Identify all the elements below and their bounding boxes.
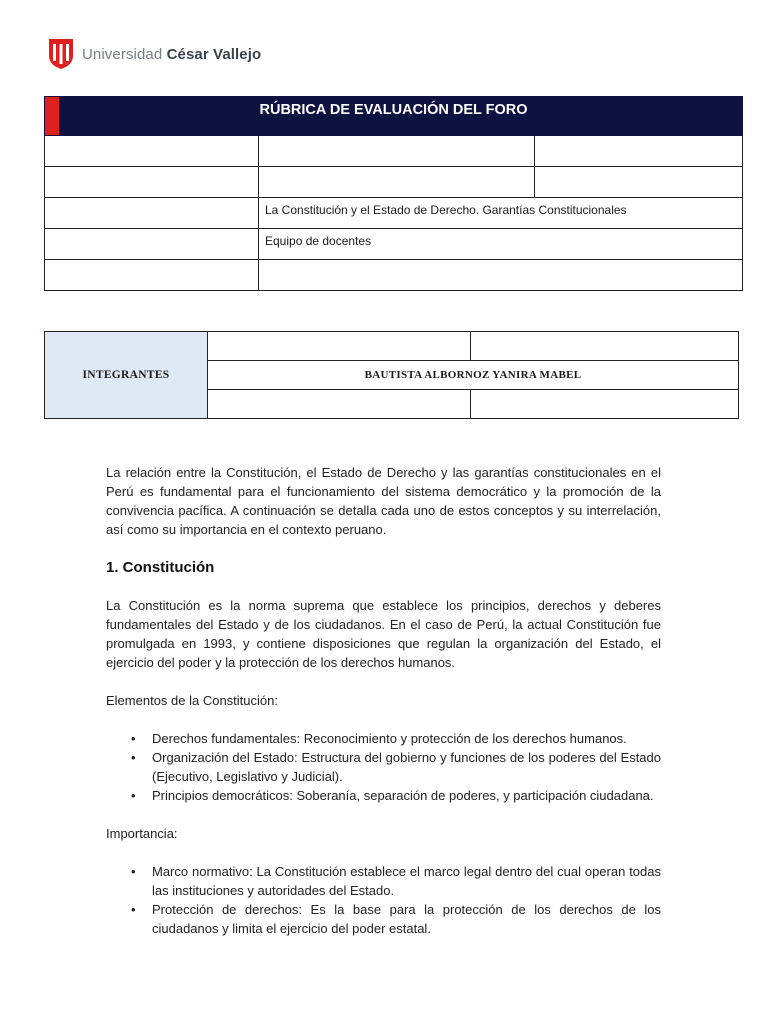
rubric-cell <box>45 260 259 291</box>
rubric-cell <box>45 198 259 229</box>
rubric-title: RÚBRICA DE EVALUACIÓN DEL FORO <box>259 102 528 118</box>
members-cell <box>471 332 739 361</box>
rubric-teacher: Equipo de docentes <box>265 234 372 248</box>
rubric-cell <box>535 136 743 167</box>
list-item: • Principios democráticos: Soberanía, separación de poderes, y participación ciudadana. <box>152 786 661 805</box>
rubric-cell <box>45 136 259 167</box>
rubric-accent-bar <box>45 97 59 135</box>
document-body <box>106 463 661 938</box>
section-paragraph: La Constitución es la norma suprema que establece los principios, derechos y deberes fundamentales del Estado y de los ciudadanos. En el caso de Perú, la actual Constitución fue promulgada en 1993, y contiene disposiciones que regulan la organización del Estado, el ejercicio del poder y la protección de los derechos humanos. <box>106 598 661 670</box>
rubric-teacher-cell <box>259 229 743 260</box>
rubric-cell <box>259 167 535 198</box>
list-item: • Marco normativo: La Constitución establece el marco legal dentro del cual operan todas las instituciones y autoridades del Estado. <box>152 862 661 900</box>
rubric-table <box>44 96 743 291</box>
section-heading: 1. Constitución <box>106 559 215 576</box>
elements-list <box>106 729 661 805</box>
members-label: INTEGRANTES <box>45 332 208 419</box>
rubric-cell <box>45 229 259 260</box>
rubric-header <box>45 97 743 136</box>
elements-label: Elementos de la Constitución: <box>106 693 278 708</box>
members-cell <box>208 332 471 361</box>
members-cell <box>471 390 739 419</box>
importance-label: Importancia: <box>106 826 178 841</box>
members-table <box>44 331 739 419</box>
members-cell <box>208 390 471 419</box>
university-shield-icon <box>48 38 74 70</box>
rubric-cell <box>259 260 743 291</box>
rubric-topic-cell <box>259 198 743 229</box>
intro-paragraph: La relación entre la Constitución, el Estado de Derecho y las garantías constitucionales en el Perú es fundamental para el funcionamiento del sistema democrático y la promoción de la convivencia pacífica. A continuación se detalla cada uno de estos conceptos y su interrelación, así como su importancia en el contexto peruano. <box>106 465 661 537</box>
rubric-cell <box>259 136 535 167</box>
university-logo <box>48 38 261 70</box>
member-name: BAUTISTA ALBORNOZ YANIRA MABEL <box>208 361 739 390</box>
rubric-cell <box>535 167 743 198</box>
list-item: • Organización del Estado: Estructura del gobierno y funciones de los poderes del Estado (Ejecutivo, Legislativo y Judicial). <box>152 748 661 786</box>
list-item: • Derechos fundamentales: Reconocimiento y protección de los derechos humanos. <box>152 729 661 748</box>
list-item: • Protección de derechos: Es la base para la protección de los derechos de los ciudadanos y limita el ejercicio del poder estatal. <box>152 900 661 938</box>
rubric-cell <box>45 167 259 198</box>
university-name: Universidad César Vallejo <box>82 45 262 63</box>
importance-list <box>106 862 661 938</box>
rubric-topic: La Constitución y el Estado de Derecho. Garantías Constitucionales <box>265 203 627 217</box>
